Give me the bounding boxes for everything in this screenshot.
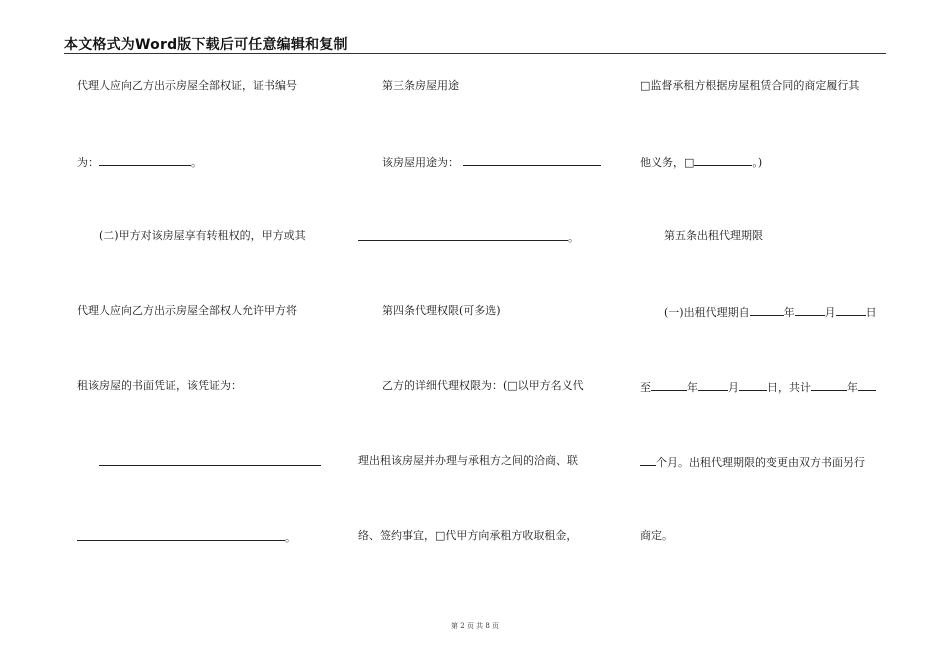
col1-line-2-text: 为： bbox=[77, 156, 99, 169]
blank-written-certificate bbox=[99, 454, 321, 466]
col1-line-5: 租该房屋的书面凭证，该凭证为： bbox=[77, 379, 242, 392]
col3-line-4-a: (一)出租代理期自 bbox=[664, 306, 750, 319]
col1-line-2-end: 。 bbox=[191, 156, 202, 169]
col1-line-1: 代理人应向乙方出示房屋全部权证，证书编号 bbox=[77, 79, 297, 92]
blank-end-year bbox=[651, 379, 687, 391]
blank-house-usage bbox=[463, 154, 601, 166]
col3-line-4 bbox=[664, 304, 877, 320]
col3-line-5-e: 年 bbox=[847, 381, 858, 394]
blank-start-year bbox=[750, 304, 784, 316]
blank-house-usage-cont bbox=[358, 229, 568, 241]
col3-line-3: 第五条出租代理期限 bbox=[664, 229, 763, 242]
col3-line-5-b: 年 bbox=[687, 381, 698, 394]
col3-line-6 bbox=[640, 454, 865, 470]
col1-line-4: 代理人应向乙方出示房屋全部权人允许甲方将 bbox=[77, 304, 297, 317]
col1-line-7-end: 。 bbox=[285, 531, 296, 544]
blank-other-obligations bbox=[694, 154, 752, 166]
col3-line-7: 商定。 bbox=[640, 529, 673, 542]
header-divider bbox=[64, 53, 886, 54]
col2-line-6: 理出租该房屋并办理与承租方之间的洽商、联 bbox=[358, 454, 578, 467]
col3-line-4-d: 日 bbox=[865, 306, 877, 319]
blank-end-day bbox=[739, 379, 767, 391]
page-number-footer: 第 2 页 共 8 页 bbox=[450, 622, 500, 630]
col3-line-5-d: 日，共计 bbox=[767, 381, 811, 394]
col3-line-2-end: 。) bbox=[752, 156, 763, 169]
blank-certificate-number bbox=[99, 154, 191, 166]
col2-line-3 bbox=[358, 229, 579, 245]
col1-line-3: (二)甲方对该房屋享有转租权的，甲方或其 bbox=[99, 229, 306, 242]
col3-line-2 bbox=[640, 154, 762, 170]
col2-line-4: 第四条代理权限(可多选) bbox=[382, 304, 501, 317]
col3-line-6-text: 个月。出租代理期限的变更由双方书面另行 bbox=[656, 456, 865, 469]
col2-line-5: 乙方的详细代理权限为：(□以甲方名义代 bbox=[382, 379, 584, 392]
col2-line-3-end: 。 bbox=[568, 231, 579, 244]
col3-line-4-b: 年 bbox=[783, 306, 795, 319]
blank-total-years bbox=[811, 379, 847, 391]
col3-line-2-text: 他义务，□ bbox=[640, 156, 695, 169]
col3-line-5 bbox=[640, 379, 876, 395]
col3-line-5-a: 至 bbox=[640, 381, 651, 394]
col3-line-5-c: 月 bbox=[728, 381, 739, 394]
blank-end-month bbox=[698, 379, 728, 391]
col2-line-2 bbox=[382, 154, 601, 170]
document-header-title: 本文格式为Word版下载后可任意编辑和复制 bbox=[64, 37, 348, 53]
col1-line-6 bbox=[99, 454, 321, 470]
col2-line-1: 第三条房屋用途 bbox=[382, 79, 459, 92]
col2-line-2-text: 该房屋用途为： bbox=[382, 156, 459, 169]
col1-line-7 bbox=[77, 529, 296, 545]
col3-line-1: □监督承租方根据房屋租赁合同的商定履行其 bbox=[640, 79, 860, 92]
blank-total-months-cont bbox=[640, 454, 656, 466]
blank-total-months bbox=[858, 379, 876, 391]
blank-written-certificate-cont bbox=[77, 529, 285, 541]
blank-start-day bbox=[836, 304, 866, 316]
blank-start-month bbox=[795, 304, 825, 316]
col2-line-7: 络、签约事宜，□代甲方向承租方收取租金， bbox=[358, 529, 578, 542]
col1-line-2 bbox=[77, 154, 202, 170]
col3-line-4-c: 月 bbox=[824, 306, 836, 319]
